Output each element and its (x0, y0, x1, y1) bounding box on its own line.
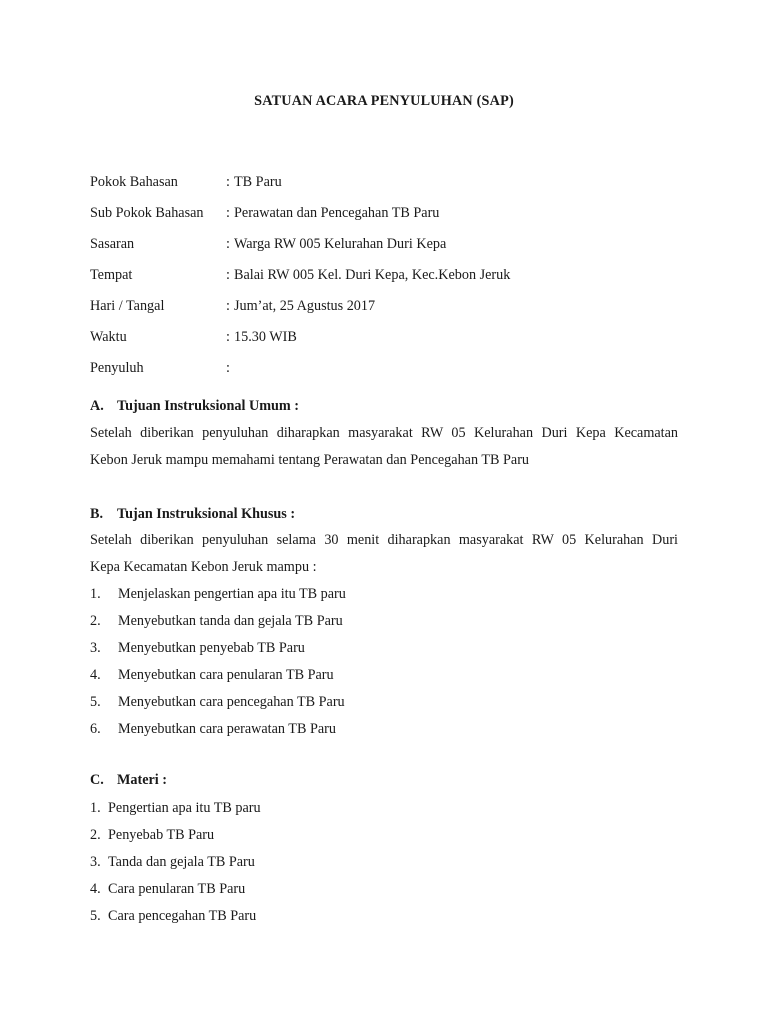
list-number: 2. (90, 613, 101, 629)
info-row-sub-pokok-bahasan (90, 202, 510, 233)
list-number: 3. (90, 640, 101, 656)
info-row-waktu (90, 326, 510, 357)
section-b-paragraph (90, 527, 678, 581)
info-label: Sasaran (90, 236, 135, 252)
info-colon: : (226, 360, 230, 376)
section-a-paragraph (90, 420, 678, 474)
list-number: 3. (90, 854, 101, 870)
list-text: Menyebutkan cara penularan TB Paru (118, 667, 334, 683)
section-c-list (90, 797, 261, 932)
paragraph-line: Kepa Kecamatan Kebon Jeruk mampu : (90, 559, 317, 575)
info-value: Balai RW 005 Kel. Duri Kepa, Kec.Kebon Jeruk (234, 267, 511, 283)
info-row-tempat (90, 264, 510, 295)
section-title: Tujan Instruksional Khusus : (117, 506, 296, 522)
paragraph-line: Setelah diberikan penyuluhan diharapkan masyarakat RW 05 Kelurahan Duri Kepa Kecamatan (90, 425, 678, 441)
info-row-hari-tanggal (90, 295, 510, 326)
list-number: 2. (90, 827, 101, 843)
paragraph-line: Setelah diberikan penyuluhan selama 30 menit diharapkan masyarakat RW 05 Kelurahan Duri (90, 532, 678, 548)
document-title: SATUAN ACARA PENYULUHAN (SAP) (254, 93, 514, 109)
info-label: Waktu (90, 329, 127, 345)
list-number: 4. (90, 881, 101, 897)
list-item (90, 664, 346, 691)
list-item (90, 797, 261, 824)
list-text: Pengertian apa itu TB paru (108, 800, 261, 816)
list-item (90, 824, 261, 851)
list-number: 1. (90, 586, 101, 602)
section-b-list (90, 583, 346, 745)
info-value: Perawatan dan Pencegahan TB Paru (234, 205, 440, 221)
info-row-penyuluh (90, 357, 510, 388)
section-title: Tujuan Instruksional Umum : (117, 398, 300, 414)
section-a-heading (90, 398, 299, 415)
info-table (90, 171, 510, 388)
list-text: Menjelaskan pengertian apa itu TB paru (118, 586, 346, 602)
info-colon: : (226, 298, 230, 314)
list-item (90, 905, 261, 932)
info-label: Sub Pokok Bahasan (90, 205, 204, 221)
list-item (90, 637, 346, 664)
list-number: 1. (90, 800, 101, 816)
info-row-pokok-bahasan (90, 171, 510, 202)
list-text: Tanda dan gejala TB Paru (108, 854, 255, 870)
info-label: Penyuluh (90, 360, 144, 376)
info-label: Pokok Bahasan (90, 174, 178, 190)
info-label: Tempat (90, 267, 133, 283)
info-value: Jum’at, 25 Agustus 2017 (234, 298, 376, 314)
paragraph-line: Kebon Jeruk mampu memahami tentang Perawatan dan Pencegahan TB Paru (90, 452, 530, 468)
list-item (90, 878, 261, 905)
section-b-heading (90, 506, 295, 523)
info-colon: : (226, 329, 230, 345)
list-text: Menyebutkan cara pencegahan TB Paru (118, 694, 345, 710)
info-colon: : (226, 236, 230, 252)
section-letter: C. (90, 772, 104, 788)
list-text: Menyebutkan tanda dan gejala TB Paru (118, 613, 343, 629)
section-letter: B. (90, 506, 104, 522)
info-colon: : (226, 174, 230, 190)
list-number: 6. (90, 721, 101, 737)
list-item (90, 610, 346, 637)
list-item (90, 718, 346, 745)
info-label: Hari / Tangal (90, 298, 165, 314)
info-row-sasaran (90, 233, 510, 264)
list-item (90, 583, 346, 610)
list-text: Cara penularan TB Paru (108, 881, 246, 897)
list-text: Cara pencegahan TB Paru (108, 908, 257, 924)
section-c-heading (90, 772, 167, 789)
info-colon: : (226, 205, 230, 221)
info-value: 15.30 WIB (234, 329, 297, 345)
list-number: 5. (90, 694, 101, 710)
list-text: Menyebutkan cara perawatan TB Paru (118, 721, 336, 737)
list-text: Menyebutkan penyebab TB Paru (118, 640, 305, 656)
list-item (90, 691, 346, 718)
section-letter: A. (90, 398, 104, 414)
list-text: Penyebab TB Paru (108, 827, 215, 843)
list-item (90, 851, 261, 878)
info-value: Warga RW 005 Kelurahan Duri Kepa (234, 236, 447, 252)
info-colon: : (226, 267, 230, 283)
list-number: 4. (90, 667, 101, 683)
info-value: TB Paru (234, 174, 282, 190)
list-number: 5. (90, 908, 101, 924)
section-title: Materi : (117, 772, 168, 788)
